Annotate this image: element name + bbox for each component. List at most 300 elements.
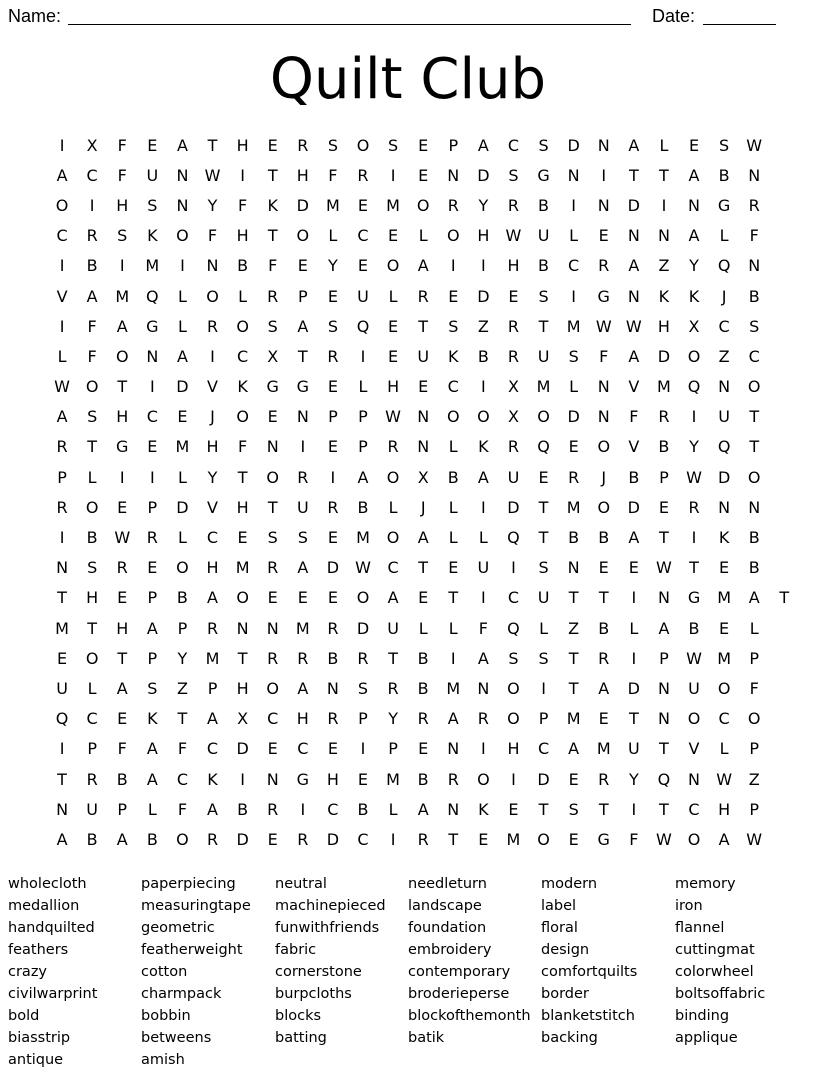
grid-letter[interactable]: A <box>146 769 158 789</box>
grid-letter[interactable]: F <box>599 346 609 366</box>
grid-letter[interactable]: M <box>356 528 370 548</box>
grid-letter[interactable]: W <box>505 226 522 246</box>
grid-letter[interactable]: T <box>267 165 278 185</box>
grid-letter[interactable]: U <box>86 799 98 819</box>
grid-letter[interactable]: U <box>688 678 700 698</box>
grid-letter[interactable]: X <box>507 377 519 397</box>
grid-letter[interactable]: W <box>595 316 612 336</box>
grid-letter[interactable]: D <box>567 135 580 155</box>
grid-letter[interactable]: V <box>207 377 218 397</box>
grid-letter[interactable]: S <box>538 648 549 668</box>
grid-letter[interactable]: C <box>748 346 760 366</box>
grid-letter[interactable]: L <box>569 377 579 397</box>
grid-letter[interactable]: E <box>327 528 338 548</box>
grid-letter[interactable]: A <box>116 678 128 698</box>
grid-letter[interactable]: L <box>177 286 187 306</box>
grid-letter[interactable]: I <box>691 528 697 548</box>
grid-letter[interactable]: F <box>268 256 278 276</box>
grid-letter[interactable]: F <box>238 437 248 457</box>
grid-letter[interactable]: L <box>659 135 669 155</box>
grid-letter[interactable]: O <box>477 769 490 789</box>
grid-letter[interactable]: H <box>387 377 400 397</box>
grid-letter[interactable]: L <box>418 618 428 638</box>
grid-letter[interactable]: I <box>300 437 306 457</box>
grid-letter[interactable]: H <box>236 226 249 246</box>
grid-letter[interactable]: Z <box>748 769 760 789</box>
grid-letter[interactable]: D <box>507 497 520 517</box>
grid-letter[interactable]: N <box>597 195 610 215</box>
grid-letter[interactable]: S <box>568 346 579 366</box>
grid-letter[interactable]: H <box>507 739 520 759</box>
grid-letter[interactable]: D <box>567 407 580 427</box>
grid-letter[interactable]: E <box>418 739 429 759</box>
grid-letter[interactable]: P <box>388 739 398 759</box>
grid-letter[interactable]: P <box>749 648 760 668</box>
grid-letter[interactable]: O <box>55 195 69 215</box>
grid-letter[interactable]: I <box>59 316 65 336</box>
grid-letter[interactable]: N <box>206 256 219 276</box>
grid-letter[interactable]: C <box>86 165 98 185</box>
grid-letter[interactable]: A <box>56 165 68 185</box>
grid-letter[interactable]: N <box>417 407 430 427</box>
grid-letter[interactable]: C <box>537 739 550 759</box>
grid-letter[interactable]: S <box>327 316 338 336</box>
grid-letter[interactable]: B <box>748 286 760 306</box>
grid-letter[interactable]: R <box>116 558 128 578</box>
grid-letter[interactable]: E <box>56 648 68 668</box>
grid-letter[interactable]: M <box>717 588 732 608</box>
grid-letter[interactable]: O <box>687 709 701 729</box>
grid-letter[interactable]: P <box>57 467 67 487</box>
grid-letter[interactable]: E <box>388 346 399 366</box>
grid-letter[interactable]: I <box>631 588 637 608</box>
grid-letter[interactable]: N <box>688 769 700 789</box>
grid-letter[interactable]: A <box>176 135 188 155</box>
grid-letter[interactable]: T <box>418 316 429 336</box>
grid-letter[interactable]: D <box>326 558 340 578</box>
grid-letter[interactable]: T <box>388 648 398 668</box>
grid-letter[interactable]: I <box>481 497 486 517</box>
grid-letter[interactable]: H <box>206 437 219 457</box>
grid-letter[interactable]: L <box>569 226 579 246</box>
grid-letter[interactable]: E <box>418 135 429 155</box>
grid-letter[interactable]: R <box>387 678 399 698</box>
grid-letter[interactable]: T <box>598 588 609 608</box>
grid-letter[interactable]: S <box>117 226 128 246</box>
grid-letter[interactable]: N <box>417 437 430 457</box>
grid-letter[interactable]: W <box>686 467 702 487</box>
grid-letter[interactable]: J <box>721 286 727 306</box>
grid-letter[interactable]: R <box>477 709 489 729</box>
grid-letter[interactable]: M <box>325 195 340 215</box>
grid-letter[interactable]: K <box>718 528 730 548</box>
grid-letter[interactable]: B <box>86 528 98 548</box>
grid-letter[interactable]: M <box>566 316 581 336</box>
grid-letter[interactable]: I <box>481 739 486 759</box>
grid-letter[interactable]: W <box>204 165 221 185</box>
grid-letter[interactable]: A <box>568 739 580 759</box>
grid-letter[interactable]: F <box>117 739 127 759</box>
grid-letter[interactable]: D <box>176 497 189 517</box>
grid-letter[interactable]: A <box>56 829 68 849</box>
grid-letter[interactable]: L <box>238 286 248 306</box>
grid-letter[interactable]: Q <box>537 437 550 457</box>
grid-letter[interactable]: X <box>688 316 700 336</box>
grid-letter[interactable]: E <box>327 377 338 397</box>
grid-letter[interactable]: A <box>297 678 309 698</box>
grid-letter[interactable]: F <box>629 829 639 849</box>
grid-letter[interactable]: R <box>507 437 520 457</box>
grid-letter[interactable]: Y <box>328 256 338 276</box>
grid-letter[interactable]: C <box>387 558 399 578</box>
grid-letter[interactable]: L <box>448 437 458 457</box>
grid-letter[interactable]: Q <box>356 316 370 336</box>
grid-letter[interactable]: E <box>568 829 579 849</box>
grid-letter[interactable]: S <box>267 528 278 548</box>
grid-letter[interactable]: O <box>747 709 761 729</box>
grid-letter[interactable]: E <box>267 588 278 608</box>
grid-letter[interactable]: M <box>55 618 69 638</box>
grid-letter[interactable]: I <box>59 135 65 155</box>
grid-letter[interactable]: L <box>448 497 458 517</box>
grid-letter[interactable]: I <box>481 377 486 397</box>
grid-letter[interactable]: O <box>176 558 189 578</box>
grid-letter[interactable]: V <box>628 377 640 397</box>
grid-letter[interactable]: R <box>327 497 339 517</box>
grid-letter[interactable]: T <box>568 678 579 698</box>
grid-letter[interactable]: N <box>597 377 610 397</box>
grid-letter[interactable]: A <box>116 316 128 336</box>
grid-letter[interactable]: E <box>388 316 399 336</box>
grid-letter[interactable]: D <box>236 739 249 759</box>
grid-letter[interactable]: G <box>717 195 731 215</box>
grid-letter[interactable]: T <box>117 648 128 668</box>
grid-letter[interactable]: B <box>417 648 429 668</box>
grid-letter[interactable]: B <box>658 437 670 457</box>
grid-letter[interactable]: I <box>149 467 155 487</box>
grid-letter[interactable]: E <box>568 437 579 457</box>
grid-letter[interactable]: E <box>147 135 158 155</box>
grid-letter[interactable]: I <box>119 256 125 276</box>
grid-letter[interactable]: H <box>507 256 520 276</box>
grid-letter[interactable]: L <box>87 678 97 698</box>
grid-letter[interactable]: M <box>536 377 551 397</box>
grid-letter[interactable]: P <box>87 739 97 759</box>
grid-letter[interactable]: T <box>659 799 669 819</box>
grid-letter[interactable]: R <box>417 286 429 306</box>
grid-letter[interactable]: N <box>627 226 640 246</box>
grid-letter[interactable]: O <box>597 497 611 517</box>
grid-letter[interactable]: T <box>628 709 639 729</box>
grid-letter[interactable]: L <box>478 528 488 548</box>
grid-letter[interactable]: Z <box>718 346 730 366</box>
name-field-line[interactable] <box>68 24 631 25</box>
grid-letter[interactable]: T <box>538 528 549 548</box>
grid-letter[interactable]: I <box>240 165 245 185</box>
grid-letter[interactable]: P <box>749 739 760 759</box>
grid-letter[interactable]: S <box>87 407 98 427</box>
grid-letter[interactable]: O <box>266 678 279 698</box>
grid-letter[interactable]: O <box>597 437 611 457</box>
grid-letter[interactable]: V <box>688 739 700 759</box>
grid-letter[interactable]: E <box>267 739 278 759</box>
grid-letter[interactable]: I <box>481 588 486 608</box>
grid-letter[interactable]: O <box>386 467 400 487</box>
grid-letter[interactable]: E <box>327 588 338 608</box>
grid-letter[interactable]: R <box>387 437 399 457</box>
grid-letter[interactable]: R <box>146 528 158 548</box>
grid-letter[interactable]: Z <box>176 678 188 698</box>
grid-letter[interactable]: S <box>267 316 278 336</box>
grid-letter[interactable]: A <box>417 799 429 819</box>
grid-letter[interactable]: E <box>237 528 248 548</box>
grid-letter[interactable]: T <box>659 739 669 759</box>
grid-letter[interactable]: C <box>327 799 339 819</box>
grid-letter[interactable]: B <box>718 165 730 185</box>
grid-letter[interactable]: A <box>207 709 218 729</box>
grid-letter[interactable]: S <box>749 316 760 336</box>
grid-letter[interactable]: E <box>117 497 128 517</box>
grid-letter[interactable]: N <box>176 195 189 215</box>
grid-letter[interactable]: P <box>147 588 158 608</box>
grid-letter[interactable]: B <box>568 528 580 548</box>
grid-letter[interactable]: X <box>417 467 429 487</box>
grid-letter[interactable]: J <box>420 497 426 517</box>
grid-letter[interactable]: O <box>236 588 249 608</box>
grid-letter[interactable]: R <box>447 769 459 789</box>
grid-letter[interactable]: O <box>296 226 310 246</box>
grid-letter[interactable]: D <box>326 829 340 849</box>
grid-letter[interactable]: W <box>625 316 642 336</box>
grid-letter[interactable]: N <box>748 165 761 185</box>
grid-letter[interactable]: L <box>539 618 548 638</box>
grid-letter[interactable]: T <box>538 497 549 517</box>
grid-letter[interactable]: N <box>567 558 580 578</box>
grid-letter[interactable]: K <box>237 377 248 397</box>
grid-letter[interactable]: O <box>446 407 460 427</box>
grid-letter[interactable]: R <box>56 437 68 457</box>
grid-letter[interactable]: A <box>86 286 98 306</box>
grid-letter[interactable]: T <box>237 467 248 487</box>
grid-letter[interactable]: T <box>659 528 669 548</box>
grid-letter[interactable]: P <box>358 437 368 457</box>
grid-letter[interactable]: B <box>116 769 128 789</box>
grid-letter[interactable]: N <box>688 195 700 215</box>
grid-letter[interactable]: O <box>537 407 550 427</box>
grid-letter[interactable]: R <box>417 709 429 729</box>
grid-letter[interactable]: C <box>507 135 520 155</box>
grid-letter[interactable]: A <box>477 135 489 155</box>
grid-letter[interactable]: Q <box>507 618 520 638</box>
grid-letter[interactable]: I <box>450 256 456 276</box>
grid-letter[interactable]: A <box>628 135 640 155</box>
grid-letter[interactable]: W <box>656 829 672 849</box>
grid-letter[interactable]: R <box>267 799 279 819</box>
grid-letter[interactable]: I <box>450 648 456 668</box>
grid-letter[interactable]: E <box>568 769 579 789</box>
grid-letter[interactable]: R <box>267 648 279 668</box>
grid-letter[interactable]: O <box>717 678 731 698</box>
grid-letter[interactable]: D <box>176 377 189 397</box>
grid-letter[interactable]: E <box>658 497 669 517</box>
grid-letter[interactable]: R <box>357 648 369 668</box>
grid-letter[interactable]: B <box>598 618 610 638</box>
grid-letter[interactable]: J <box>601 467 607 487</box>
grid-letter[interactable]: T <box>749 407 760 427</box>
grid-letter[interactable]: C <box>176 769 188 789</box>
grid-letter[interactable]: Y <box>689 256 699 276</box>
grid-letter[interactable]: F <box>629 407 639 427</box>
grid-letter[interactable]: O <box>537 829 550 849</box>
grid-letter[interactable]: A <box>658 618 670 638</box>
grid-letter[interactable]: S <box>357 678 369 698</box>
grid-letter[interactable]: N <box>748 256 761 276</box>
grid-letter[interactable]: F <box>749 226 759 246</box>
grid-letter[interactable]: N <box>657 709 670 729</box>
grid-letter[interactable]: I <box>541 678 546 698</box>
grid-letter[interactable]: T <box>779 588 790 608</box>
grid-letter[interactable]: S <box>147 678 158 698</box>
grid-letter[interactable]: T <box>568 588 579 608</box>
grid-letter[interactable]: U <box>477 558 490 578</box>
grid-letter[interactable]: D <box>236 829 249 849</box>
grid-letter[interactable]: H <box>236 135 249 155</box>
grid-letter[interactable]: M <box>145 256 160 276</box>
grid-letter[interactable]: L <box>177 316 187 336</box>
grid-letter[interactable]: A <box>417 528 429 548</box>
grid-letter[interactable]: R <box>447 195 459 215</box>
grid-letter[interactable]: O <box>115 346 129 366</box>
grid-letter[interactable]: G <box>296 377 309 397</box>
grid-letter[interactable]: E <box>598 558 609 578</box>
grid-letter[interactable]: Y <box>689 437 699 457</box>
grid-letter[interactable]: S <box>538 558 549 578</box>
grid-letter[interactable]: A <box>718 829 730 849</box>
grid-letter[interactable]: S <box>538 135 549 155</box>
grid-letter[interactable]: E <box>297 256 308 276</box>
grid-letter[interactable]: R <box>297 467 309 487</box>
grid-letter[interactable]: E <box>448 558 459 578</box>
grid-letter[interactable]: Z <box>477 316 489 336</box>
grid-letter[interactable]: C <box>568 256 580 276</box>
grid-letter[interactable]: L <box>448 528 458 548</box>
grid-letter[interactable]: A <box>56 407 68 427</box>
grid-letter[interactable]: C <box>146 407 158 427</box>
grid-letter[interactable]: K <box>658 286 670 306</box>
grid-letter[interactable]: W <box>385 407 401 427</box>
grid-letter[interactable]: C <box>718 316 730 336</box>
grid-letter[interactable]: Y <box>478 195 489 215</box>
grid-letter[interactable]: H <box>236 497 249 517</box>
grid-letter[interactable]: N <box>447 799 460 819</box>
grid-letter[interactable]: O <box>176 829 189 849</box>
grid-letter[interactable]: A <box>628 346 640 366</box>
grid-letter[interactable]: O <box>477 407 490 427</box>
grid-letter[interactable]: H <box>116 195 129 215</box>
grid-letter[interactable]: I <box>59 528 65 548</box>
grid-letter[interactable]: X <box>507 407 519 427</box>
grid-letter[interactable]: E <box>327 286 338 306</box>
grid-letter[interactable]: M <box>506 829 521 849</box>
grid-letter[interactable]: L <box>448 618 458 638</box>
grid-letter[interactable]: A <box>297 316 309 336</box>
grid-letter[interactable]: W <box>716 769 733 789</box>
grid-letter[interactable]: N <box>56 799 69 819</box>
grid-letter[interactable]: E <box>117 588 128 608</box>
grid-letter[interactable]: X <box>86 135 98 155</box>
grid-letter[interactable]: B <box>628 467 640 487</box>
grid-letter[interactable]: N <box>627 286 640 306</box>
grid-letter[interactable]: F <box>117 135 127 155</box>
grid-letter[interactable]: R <box>327 618 339 638</box>
grid-letter[interactable]: N <box>718 497 731 517</box>
grid-letter[interactable]: A <box>688 165 700 185</box>
grid-letter[interactable]: B <box>417 678 429 698</box>
grid-letter[interactable]: R <box>297 648 309 668</box>
grid-letter[interactable]: T <box>177 709 188 729</box>
grid-letter[interactable]: L <box>388 286 398 306</box>
grid-letter[interactable]: R <box>507 316 520 336</box>
grid-letter[interactable]: N <box>597 407 610 427</box>
grid-letter[interactable]: I <box>481 256 486 276</box>
grid-letter[interactable]: R <box>417 829 429 849</box>
grid-letter[interactable]: M <box>115 286 130 306</box>
grid-letter[interactable]: G <box>116 437 129 457</box>
grid-letter[interactable]: R <box>598 648 610 668</box>
grid-letter[interactable]: D <box>477 286 490 306</box>
grid-letter[interactable]: N <box>266 618 279 638</box>
grid-letter[interactable]: B <box>357 497 369 517</box>
grid-letter[interactable]: N <box>748 497 761 517</box>
grid-letter[interactable]: S <box>448 316 459 336</box>
grid-letter[interactable]: P <box>207 678 218 698</box>
grid-letter[interactable]: L <box>358 377 368 397</box>
grid-letter[interactable]: O <box>266 467 279 487</box>
grid-letter[interactable]: R <box>86 769 98 789</box>
grid-letter[interactable]: C <box>206 528 219 548</box>
grid-letter[interactable]: T <box>689 558 699 578</box>
grid-letter[interactable]: E <box>478 829 489 849</box>
grid-letter[interactable]: L <box>328 226 338 246</box>
grid-letter[interactable]: L <box>177 528 187 548</box>
grid-letter[interactable]: Q <box>717 437 731 457</box>
grid-letter[interactable]: N <box>657 226 670 246</box>
grid-letter[interactable]: R <box>748 195 760 215</box>
grid-letter[interactable]: E <box>357 256 369 276</box>
grid-letter[interactable]: I <box>59 739 65 759</box>
grid-letter[interactable]: L <box>629 618 639 638</box>
grid-letter[interactable]: L <box>749 618 759 638</box>
grid-letter[interactable]: S <box>538 286 549 306</box>
grid-letter[interactable]: W <box>746 829 763 849</box>
grid-letter[interactable]: Y <box>207 467 218 487</box>
grid-letter[interactable]: E <box>418 588 429 608</box>
grid-letter[interactable]: U <box>537 346 550 366</box>
grid-letter[interactable]: D <box>296 195 309 215</box>
grid-letter[interactable]: I <box>89 195 95 215</box>
grid-letter[interactable]: P <box>358 709 368 729</box>
grid-letter[interactable]: V <box>628 437 640 457</box>
grid-letter[interactable]: I <box>210 346 215 366</box>
grid-letter[interactable]: C <box>86 709 98 729</box>
grid-letter[interactable]: O <box>386 256 400 276</box>
grid-letter[interactable]: M <box>596 739 611 759</box>
grid-letter[interactable]: A <box>357 467 369 487</box>
grid-letter[interactable]: O <box>356 588 370 608</box>
grid-letter[interactable]: A <box>207 799 218 819</box>
grid-letter[interactable]: K <box>147 709 158 729</box>
grid-letter[interactable]: N <box>266 769 279 789</box>
